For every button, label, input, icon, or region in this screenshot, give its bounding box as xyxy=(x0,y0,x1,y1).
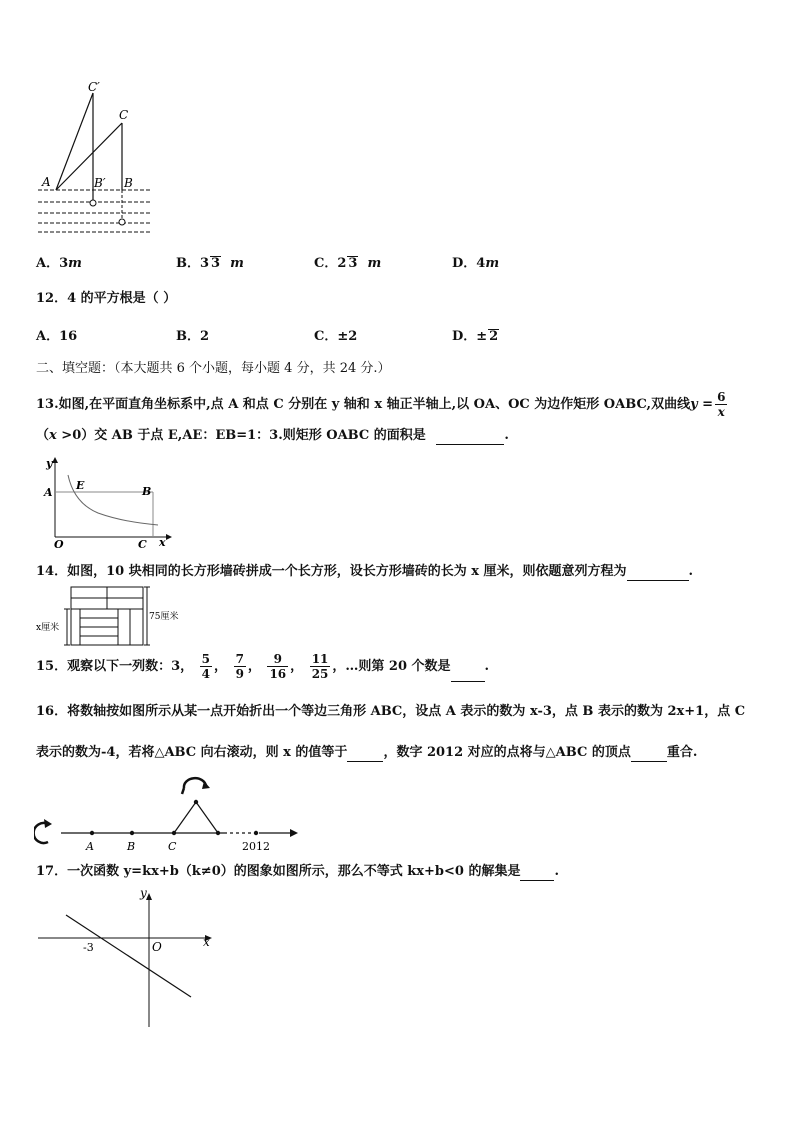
q11-option-c: C．2 3 m xyxy=(314,256,382,271)
label-b-prime: B′ xyxy=(94,176,106,190)
figure-q14-bricks xyxy=(36,585,196,650)
label-c-prime: C′ xyxy=(88,80,100,94)
q12-stem: 12．4 的平方根是（ ） xyxy=(36,291,177,306)
q12-option-b: B．2 xyxy=(176,329,210,344)
section-title-fill-in: 二、填空题：（本大题共 6 个小题，每小题 4 分，共 24 分.） xyxy=(36,361,391,376)
label-minus-3: -3 xyxy=(83,941,94,954)
label-2012: 2012 xyxy=(242,840,270,853)
label-o: O xyxy=(54,538,64,550)
q11-option-b: B．3 3 m xyxy=(176,256,244,271)
label-x: x xyxy=(203,935,210,949)
q11-option-a: A．3m xyxy=(36,256,82,271)
label-b: B xyxy=(127,840,136,853)
q16-text-line1: 16．将数轴按如图所示从某一点开始折出一个等边三角形 ABC，设点 A 表示的数为 x-3，点 B 表示的数为 2x+1，点 C xyxy=(36,704,746,719)
label-c: C xyxy=(168,840,177,853)
label-e: E xyxy=(76,479,85,492)
label-a: A xyxy=(86,840,94,853)
q15-text: 15．观察以下一列数：3， $\frac{5}{4}$ ， $\frac{7}{9}$ ， $\frac{9}{16}$ ， $\frac{11}{25}$ ，…则第 20 个数是 . xyxy=(36,652,490,681)
q16-text-line2: 表示的数为-4，若将△ABC 向右滚动，则 x 的值等于 ，数字 2012 对应的点将与△ABC 的顶点 重合. xyxy=(36,745,698,760)
label-c: C xyxy=(119,108,129,122)
q11-option-d: D．4m xyxy=(452,256,500,271)
label-b: B xyxy=(124,176,133,190)
q12-option-c: C．±2 xyxy=(314,329,358,344)
label-y: y xyxy=(46,457,53,470)
q13-text-line2: （x >0）交 AB 于点 E,AE：EB=1：3.则矩形 OABC 的面积是 . xyxy=(36,428,509,443)
figure-q16-number-line-triangle xyxy=(34,772,299,856)
figure-q17-linear-function xyxy=(36,885,221,1030)
label-x: x xyxy=(159,536,166,549)
figure-q13-hyperbola-rectangle xyxy=(38,455,173,550)
label-y: y xyxy=(140,886,147,900)
q12-option-d: D．± 2 xyxy=(452,329,499,344)
label-o: O xyxy=(152,940,162,954)
label-c: C xyxy=(138,538,147,550)
figure-q11-shadow-diagram xyxy=(30,75,160,240)
q17-text: 17．一次函数 y=kx+b（k≠0）的图象如图所示，那么不等式 kx+b<0 的解集是 . xyxy=(36,864,560,879)
q14-text: 14．如图，10 块相同的长方形墙砖拼成一个长方形，设长方形墙砖的长为 x 厘米，则依题意列方程为 . xyxy=(36,564,694,579)
q13-text-line1: 13.如图,在平面直角坐标系中,点 A 和点 C 分别在 y 轴和 x 轴正半轴上,以 OA、OC 为边作矩形 OABC,双曲线y = $\frac{6}{x}$ xyxy=(36,390,726,419)
label-a: A xyxy=(44,486,53,499)
label-a: A xyxy=(42,175,51,189)
label-x-cm: x厘米 xyxy=(36,623,60,633)
label-b: B xyxy=(142,485,152,498)
q12-option-a: A．16 xyxy=(36,329,78,344)
label-75-cm: 75厘米 xyxy=(149,612,179,622)
